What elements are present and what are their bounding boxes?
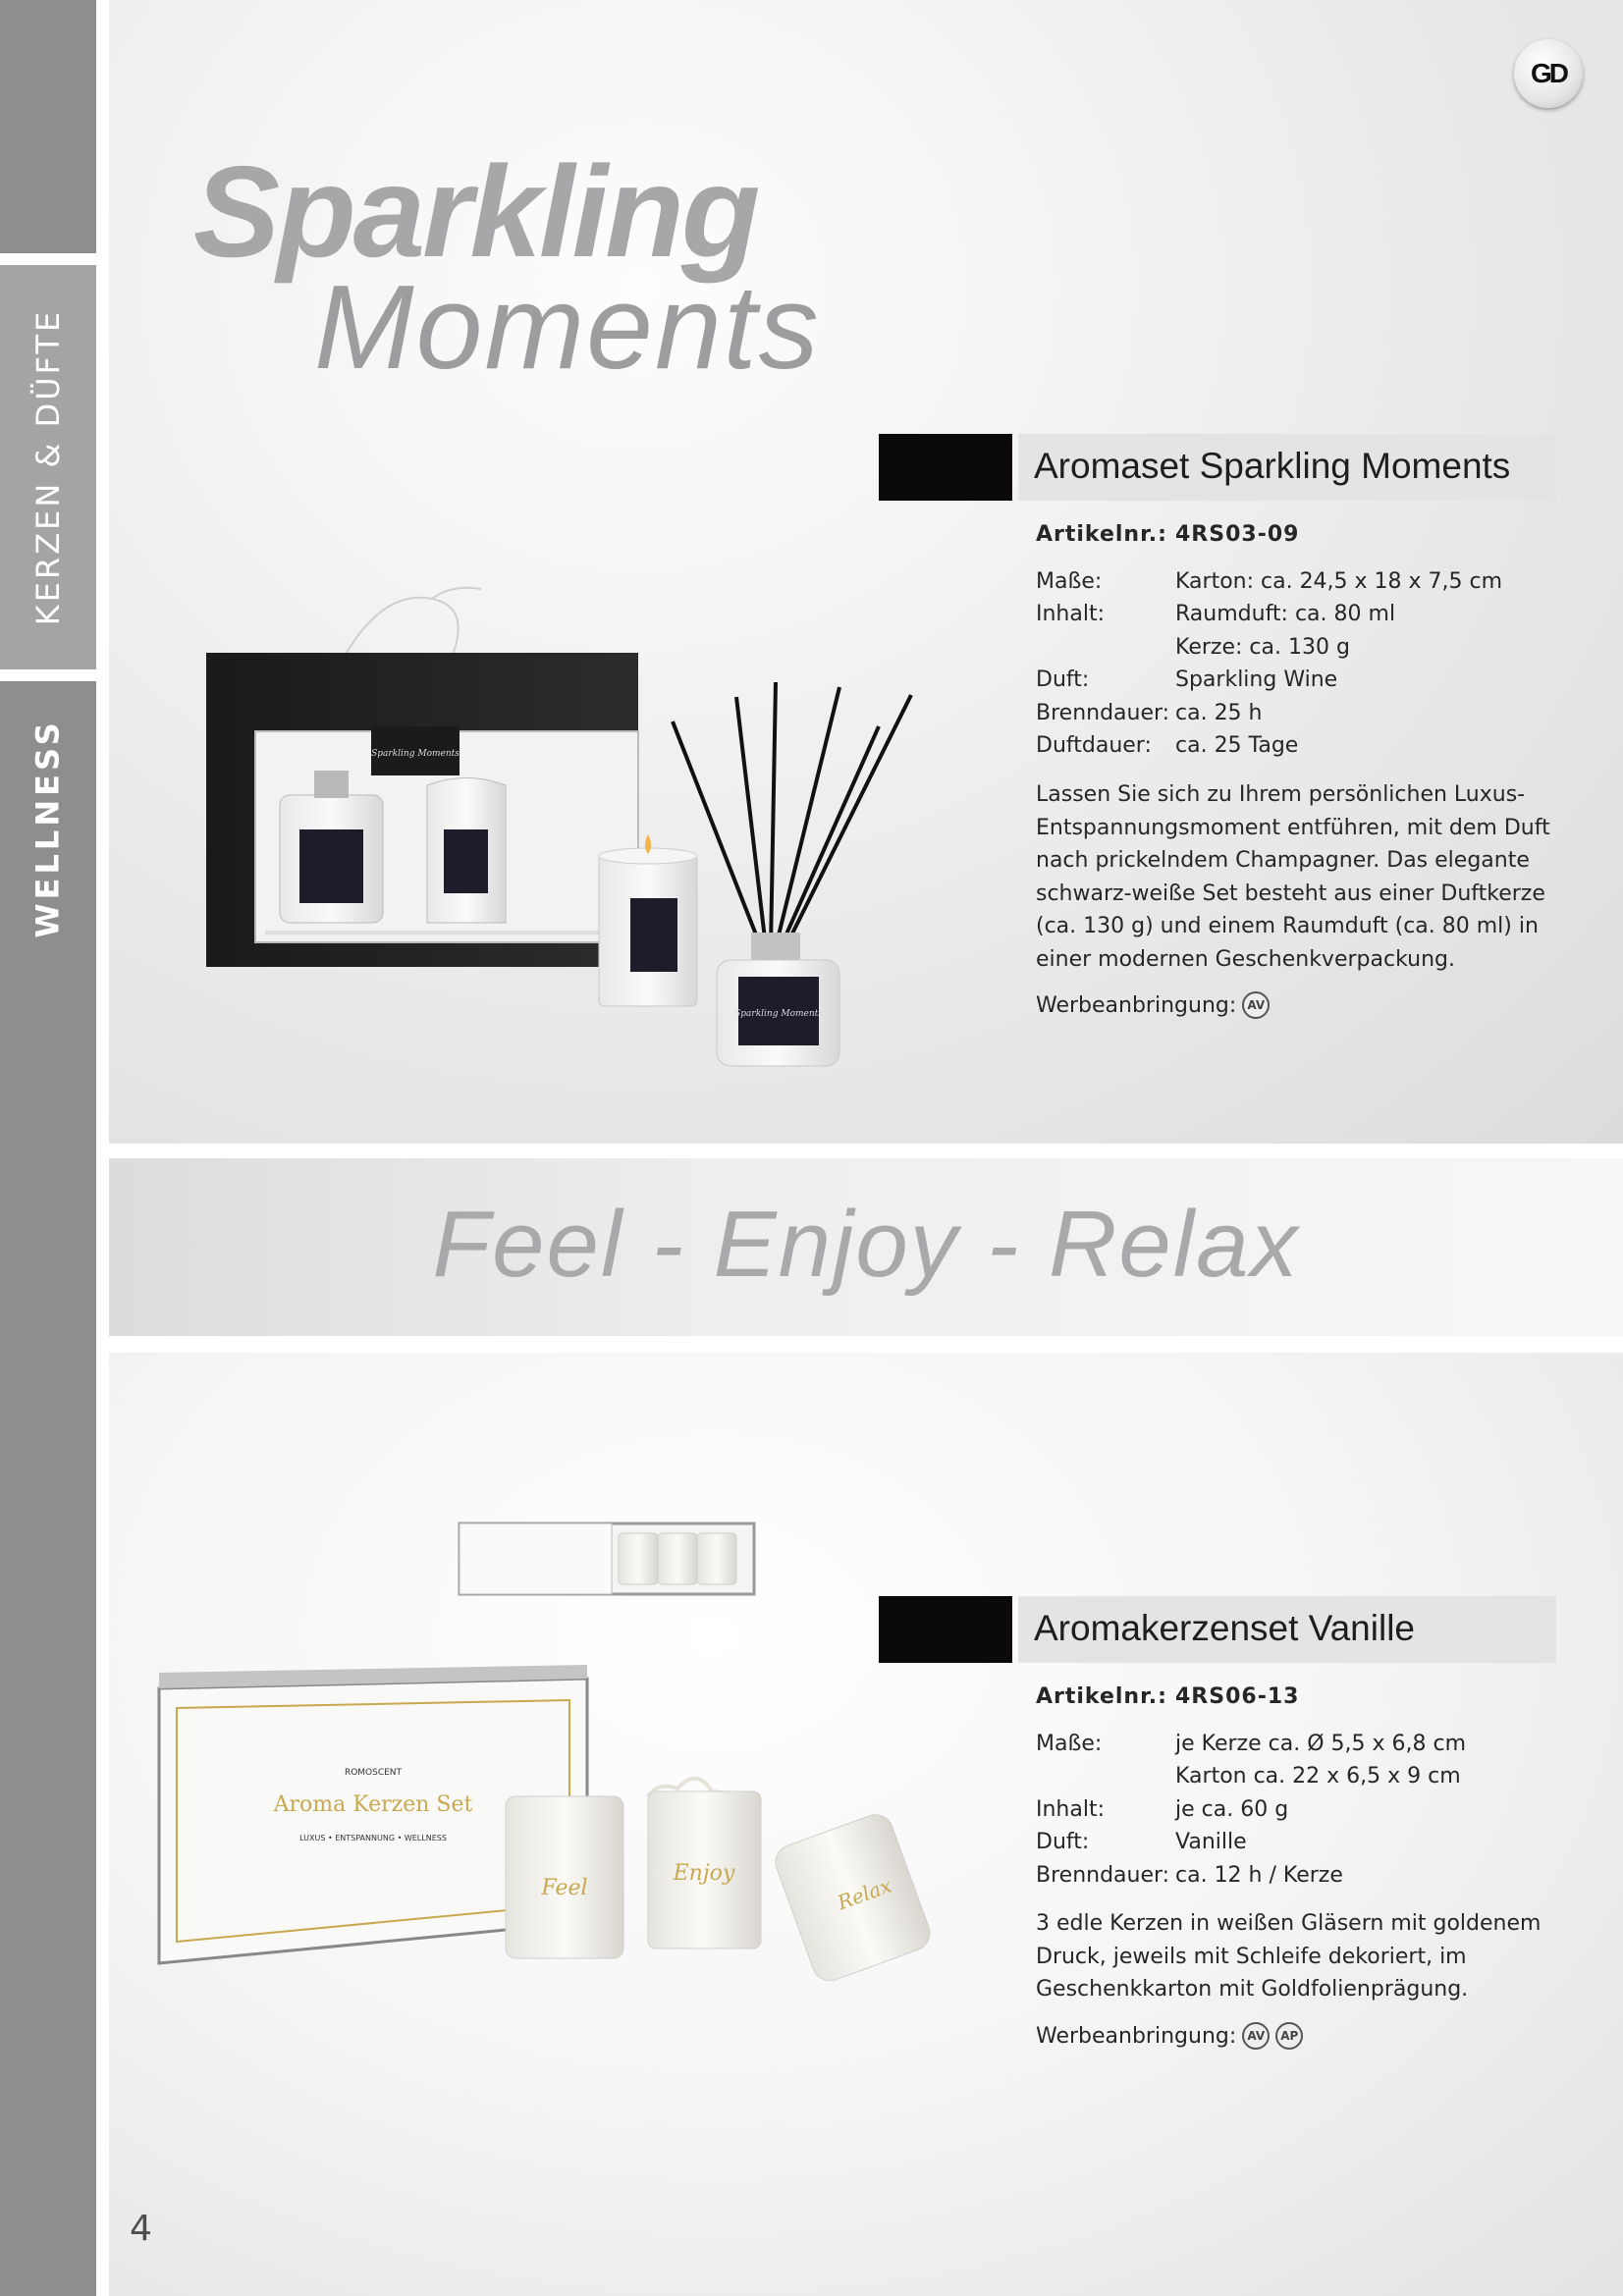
page-number: 4 [130, 2209, 152, 2249]
product-2-image [147, 1512, 1021, 2061]
ap-badge-icon: AP [1275, 2022, 1303, 2050]
spec-row: Brenndauer: ca. 25 h [1036, 700, 1263, 725]
product-1-header-marker [879, 434, 1012, 501]
brand-text: ROMOSCENT [344, 1768, 403, 1778]
product-2-header-marker [879, 1596, 1012, 1663]
product-1-description: Lassen Sie sich zu Ihrem persönlichen Luxus-Entspannungsmoment entführen, mit dem Duft nach prickelndem Champagner. Das elegante schwarz-weiße Set besteht aus einer Duftkerze (ca. 130 g) und einem Raumduft (ca. 80 ml) in einer modernen Geschenkverpackung. [1036, 782, 1550, 972]
av-badge-icon: AV [1242, 2022, 1270, 2050]
candle-enjoy-text: Enjoy [673, 1861, 735, 1886]
candle-feel-text: Feel [541, 1876, 588, 1900]
spec-row: Duftdauer: ca. 25 Tage [1036, 733, 1299, 758]
product-2-name: Aromakerzenset Vanille [1034, 1608, 1415, 1648]
product-1-image [187, 560, 1031, 1070]
sidebar-label-wellness: WELLNESS [29, 719, 68, 938]
article-label: Artikelnr.: [1036, 522, 1167, 547]
candle-relax-text: Relax [834, 1873, 895, 1915]
spec-row: Duft: Vanille [1036, 1830, 1247, 1854]
box-title-text: Aroma Kerzen Set [273, 1792, 473, 1817]
product-1-header [879, 434, 1556, 501]
spec-row: Maße: je Kerze ca. Ø 5,5 x 6,8 cm [1036, 1731, 1467, 1756]
av-badge-icon: AV [1242, 991, 1270, 1019]
hero-title-sparkling: Sparkling [193, 139, 758, 284]
werbe-label: Werbeanbringung: [1036, 2023, 1237, 2049]
product-1-name: Aromaset Sparkling Moments [1034, 446, 1511, 486]
spec-row: Maße: Karton: ca. 24,5 x 18 x 7,5 cm [1036, 568, 1503, 594]
hero-title-moments: Moments [314, 260, 821, 394]
product-2-specs [1036, 1681, 1566, 1892]
product-2-header [879, 1596, 1556, 1663]
box-label-text: Sparkling Moments [371, 749, 460, 759]
spec-row: Inhalt: Raumduft: ca. 80 ml [1036, 602, 1396, 626]
product-1-specs [1036, 518, 1566, 763]
diffuser-label-text: Sparkling Moments [734, 1009, 823, 1019]
product-2-description: 3 edle Kerzen in weißen Gläsern mit goldenem Druck, jeweils mit Schleife dekoriert, im Geschenkkarton mit Goldfolienprägung. [1036, 1911, 1542, 2002]
sidebar-divider [0, 253, 96, 265]
sidebar-divider [0, 669, 96, 681]
product-2-article-row [1036, 1681, 1566, 1714]
sidebar-top-block [0, 0, 96, 253]
company-logo: GD [1514, 39, 1583, 108]
spec-row: Brenndauer: ca. 12 h / Kerze [1036, 1862, 1343, 1888]
sidebar-label-kerzen-duefte: KERZEN & DÜFTE [29, 308, 68, 626]
article-label: Artikelnr.: [1036, 1684, 1167, 1709]
product-2-werbeanbringung [1036, 2022, 1303, 2050]
product-1-werbeanbringung [1036, 991, 1270, 1019]
slogan-text: Feel - Enjoy - Relax [432, 1192, 1300, 1297]
werbe-label: Werbeanbringung: [1036, 992, 1237, 1018]
product-1-article-row [1036, 518, 1566, 552]
spec-row: Inhalt: je ca. 60 g [1036, 1796, 1289, 1822]
spec-row: Kerze: ca. 130 g [1175, 634, 1350, 660]
article-number: 4RS03-09 [1175, 522, 1300, 547]
article-number: 4RS06-13 [1175, 1684, 1300, 1709]
spec-row: Karton ca. 22 x 6,5 x 9 cm [1175, 1764, 1461, 1789]
spec-row: Duft: Sparkling Wine [1036, 667, 1338, 692]
box-subtitle-text: LUXUS • ENTSPANNUNG • WELLNESS [299, 1834, 447, 1842]
slogan-band [109, 1158, 1623, 1336]
